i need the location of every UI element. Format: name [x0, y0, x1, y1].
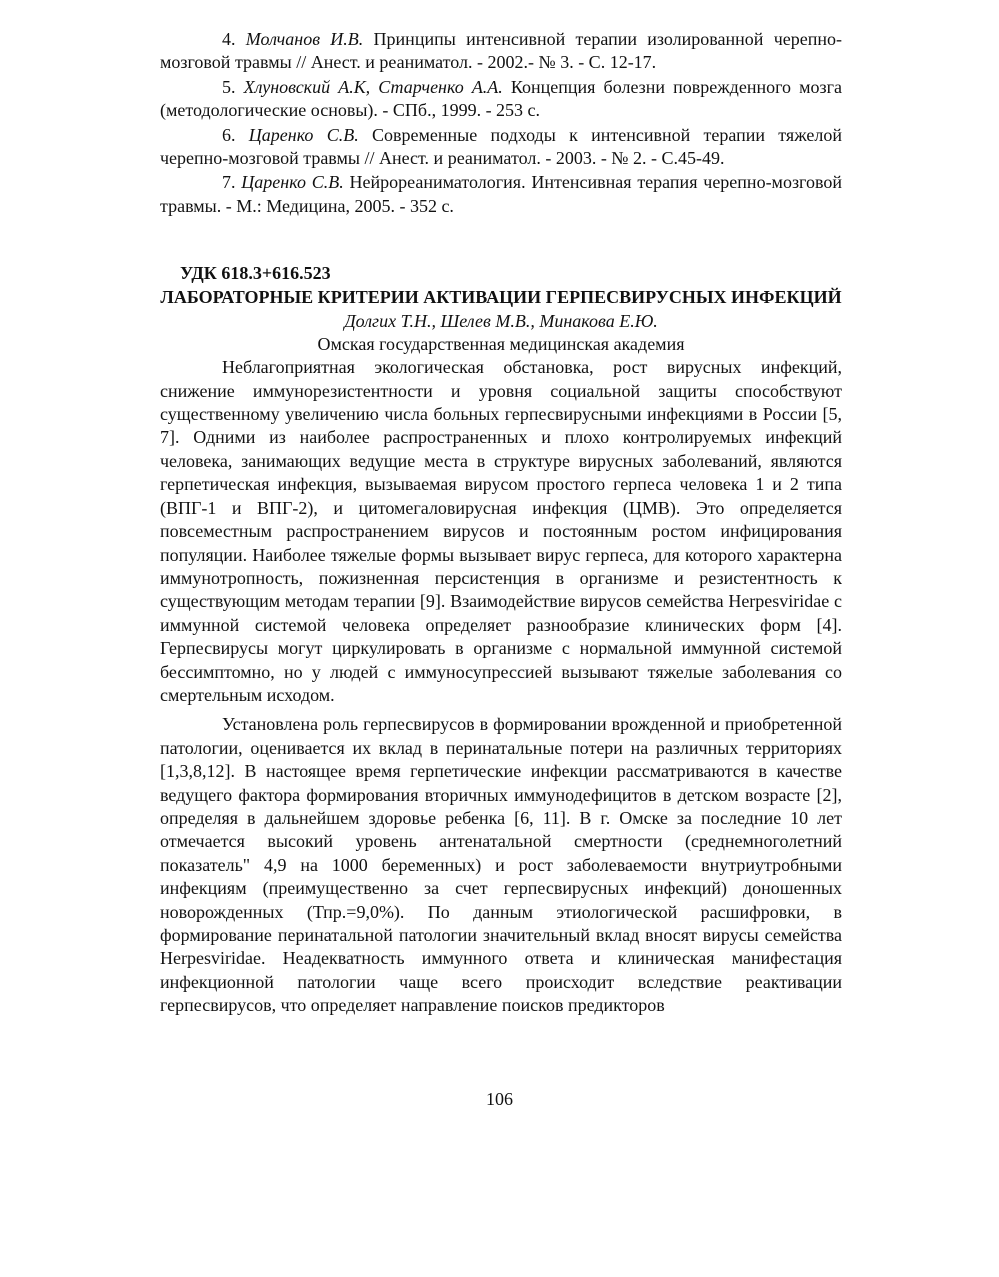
reference-item — [160, 171, 842, 218]
reference-item — [160, 76, 842, 123]
reference-author: Царенко С.В. — [241, 172, 344, 193]
reference-text: Нейрореаниматология. Интенсивная терапия черепно-мозговой травмы. - М.: Медицина, 2005. - 352 с. — [160, 172, 843, 216]
reference-text: Принципы интенсивной терапии изолированной черепно-мозговой травмы // Анест. и реаниматол. - 2002.- № 3. - С. 12-17. — [160, 29, 843, 73]
page-content — [160, 28, 842, 1018]
reference-author: Молчанов И.В. — [245, 29, 364, 49]
udk-code: УДК 618.3+616.523 — [180, 263, 331, 284]
reference-author: Хлуновский А.К, Старченко А.А. — [243, 76, 503, 97]
reference-list — [160, 28, 842, 218]
article-affiliation: Омская государственная медицинская академия — [317, 334, 685, 355]
article-title: ЛАБОРАТОРНЫЕ КРИТЕРИИ АКТИВАЦИИ ГЕРПЕСВИРУСНЫХ ИНФЕКЦИЙ — [160, 287, 842, 308]
reference-text: Современные подходы к интенсивной терапии тяжелой черепно-мозговой травмы // Анест. и реаниматол. - 2003. - № 2. - С.45-49. — [160, 124, 843, 169]
reference-author: Царенко С.В. — [248, 124, 359, 145]
article-authors: Долгих Т.Н., Шелев М.В., Минакова Е.Ю. — [344, 311, 658, 332]
page-number: 106 — [486, 1089, 513, 1109]
body-paragraph: Установлена роль герпесвирусов в формировании врожденной и приобретенной патологии, оценивается их вклад в перинатальные потери на различных территориях [1,3,8,12]. В настоящее время герпетические инфекции рассматриваются в качестве ведущего фактора формирования вторичных иммунодефицитов в детском возрасте [2], определяя в дальнейшем здоровье ребенка [6, 11]. В г. Омске за последние 10 лет отмечается высокий уровень антенатальной смертности (среднемноголетний показатель" 4,9 на 1000 беременных) и рост заболеваемости внутриутробными инфекциям (преимущественно за счет герпесвирусных инфекций) доношенных новорожденных (Тпр.=9,0%). По данным этиологической расшифровки, в формирование перинатальной патологии значительный вклад вносят вирусы семейства Herpesviridae. Неадекватность иммунного ответа и клиническая манифестация инфекционной патологии чаще всего происходит вследствие реактивации герпесвирусов, что определяет направление поисков предикторов — [160, 714, 842, 1016]
reference-item — [160, 124, 842, 171]
reference-text: Концепция болезни поврежденного мозга (методологические основы). - СПб., 1999. - 253 с. — [160, 76, 842, 121]
reference-item — [160, 28, 842, 75]
reference-number: 5. — [222, 76, 236, 97]
reference-number: 4. — [222, 29, 236, 49]
body-paragraph: Неблагоприятная экологическая обстановка, рост вирусных инфекций, снижение иммунорезистентности и уровня социальной защиты способствуют существенному увеличению числа больных герпесвирусными инфекциями в России [5, 7]. Одними из наиболее распространенных и плохо контролируемых инфекций человека, занимающих ведущие места в структуре вирусных заболеваний, являются герпетическая инфекция, вызываемая вирусом простого герпеса человека 1 и 2 типа (ВПГ-1 и ВПГ-2), и цитомегаловирусная инфекция (ЦМВ). Это определяется повсеместным распространением вирусов и постоянным ростом инфицирования популяции. Наиболее тяжелые формы вызывает вирус герпеса, для которого характерна иммунотропность, пожизненная персистенция в организме и резистентность к существующим методам терапии [9]. Взаимодействие вирусов семейства Herpesviridae с иммунной системой человека определяет разнообразие клинических форм [4]. Герпесвирусы могут циркулировать в организме с нормальной иммунной системой бессимптомно, но у людей с иммуносупрессией вызывают тяжелые заболевания со смертельным исходом. — [160, 357, 842, 705]
reference-number: 7. — [222, 172, 236, 193]
reference-number: 6. — [222, 124, 236, 145]
